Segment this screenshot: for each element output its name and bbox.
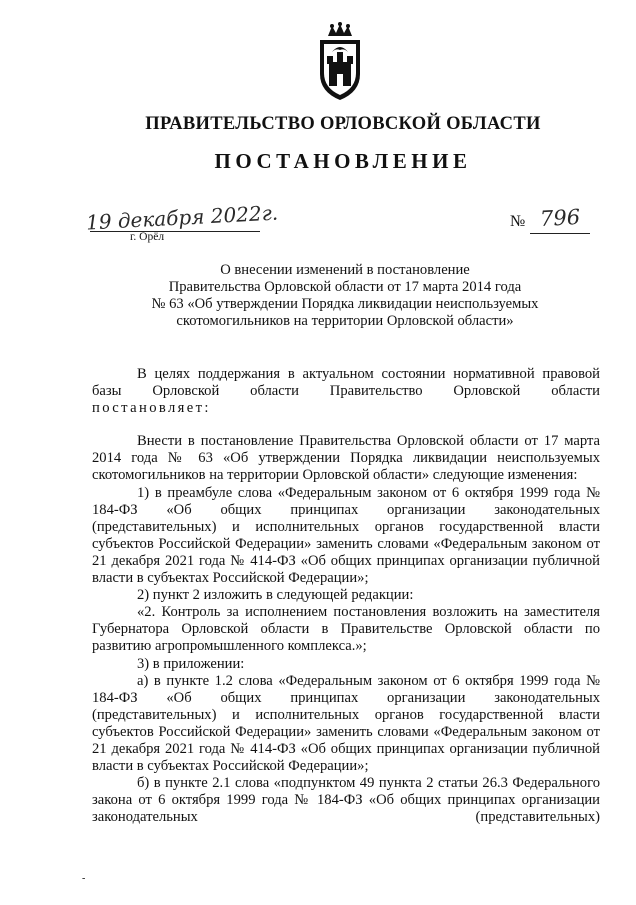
list-item: 2) пункт 2 изложить в следующей редакции: (137, 587, 414, 604)
subject-line: № 63 «Об утверждении Порядка ликвидации неиспользуемых (151, 296, 539, 312)
government-title: ПРАВИТЕЛЬСТВО ОРЛОВСКОЙ ОБЛАСТИ (145, 114, 541, 134)
subject-line: скотомогильников на территории Орловской области» (176, 313, 514, 329)
number-label: № (510, 213, 526, 230)
document-body (92, 366, 600, 826)
page-mark: - (82, 873, 86, 884)
handwritten-number: 796 (539, 204, 581, 232)
emblem-icon (310, 22, 370, 102)
main-paragraph: Внести в постановление Правительства Орловской области от 17 марта 2014 года № 63 «Об утверждении Порядка ликвидации неиспользуемых скотомогильников на территории Орловской области» следующие изменения: (92, 433, 600, 484)
subject-line: Правительства Орловской области от 17 марта 2014 года (168, 279, 522, 295)
list-item: б) в пункте 2.1 слова «подпунктом 49 пункта 2 статьи 26.3 Федерального закона от 6 октября 1999 года № 184-ФЗ «Об общих принципах организации законодательных (представительных) (92, 775, 600, 826)
subject-line: О внесении изменений в постановление (220, 262, 470, 278)
list-item: 1) в преамбуле слова «Федеральным законом от 6 октября 1999 года № 184-ФЗ «Об общих принципах организации законодательных (представительных) и исполнительных органов государственной власти субъектов Российской Федерации» заменить словами «Федеральным законом от 21 декабря 2021 года № 414-ФЗ «Об общих принципах организации публичной власти в субъектах Российской Федерации»; (92, 484, 600, 587)
date-underline (90, 231, 260, 232)
list-item: а) в пункте 1.2 слова «Федеральным законом от 6 октября 1999 года № 184-ФЗ «Об общих принципах организации законодательных (представительных) и исполнительных органов государственной власти субъектов Российской Федерации» заменить словами «Федеральным законом от 21 декабря 2021 года № 414-ФЗ «Об общих принципах организации публичной власти в субъектах Российской Федерации»; (92, 672, 600, 775)
intro-paragraph: В целях поддержания в актуальном состоянии нормативной правовой базы Орловской области Правительство Орловской области (92, 366, 600, 400)
handwritten-date: 19 декабря 2022г. (85, 200, 279, 235)
city-label: г. Орёл (130, 231, 165, 243)
intro-verb: постановляет: (92, 400, 211, 417)
document-subject (120, 262, 570, 330)
number-underline (530, 233, 590, 234)
list-item: 3) в приложении: (137, 655, 245, 672)
document-type: ПОСТАНОВЛЕНИЕ (214, 149, 472, 173)
quoted-text: «2. Контроль за исполнением постановления возложить на заместителя Губернатора Орловской области в Правительстве Орловской области по развитию агропромышленного комплекса.»; (92, 604, 600, 655)
